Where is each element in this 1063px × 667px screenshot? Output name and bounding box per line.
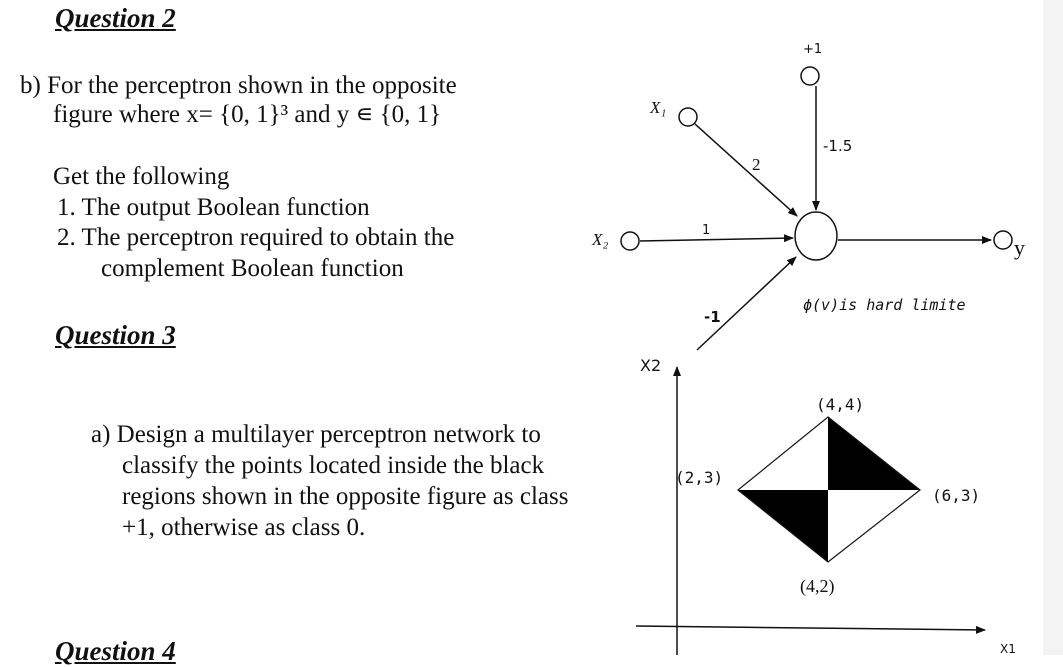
q2b-line-2: figure where x= {0, 1}³ and y ∊ {0, 1} bbox=[53, 101, 442, 128]
q2b-item-2-cont: complement Boolean function bbox=[101, 255, 404, 282]
point-right-label: (6,3) bbox=[932, 486, 981, 505]
bias-label: +1 bbox=[803, 42, 823, 57]
x3-edge bbox=[697, 257, 796, 350]
q2b-intro: Get the following bbox=[53, 163, 230, 190]
y-axis-label: X2 bbox=[640, 356, 662, 375]
neuron-node bbox=[795, 212, 837, 260]
q2b-item-1: 1. The output Boolean function bbox=[57, 194, 370, 221]
q3a-line-2: classify the points located inside the black bbox=[122, 452, 545, 479]
point-bottom-label: (4,2) bbox=[800, 576, 835, 596]
point-top-label: (4,4) bbox=[816, 395, 865, 414]
weight-bias-label: -1.5 bbox=[823, 137, 853, 155]
input-x2-label: X₂ bbox=[592, 230, 609, 249]
q3a-line-4: +1, otherwise as class 0. bbox=[122, 514, 366, 541]
x-axis bbox=[636, 626, 985, 630]
output-node bbox=[994, 231, 1012, 249]
x-axis-label: X1 bbox=[1000, 642, 1016, 656]
q3a-line-3: regions shown in the opposite figure as class bbox=[122, 483, 569, 510]
weight-x3-label: -1 bbox=[704, 308, 721, 326]
question-3-heading: Question 3 bbox=[55, 320, 176, 350]
q2b-item-2: 2. The perceptron required to obtain the bbox=[57, 224, 455, 251]
q3a-line-1: a) Design a multilayer perceptron network to bbox=[91, 421, 541, 448]
input-x1-node bbox=[679, 108, 697, 126]
weight-x1-label: 2 bbox=[752, 155, 761, 174]
question-2-heading: Question 2 bbox=[55, 3, 176, 33]
x1-edge bbox=[695, 124, 797, 216]
region-diagram bbox=[636, 367, 985, 655]
x2-edge bbox=[640, 238, 793, 241]
activation-note: ϕ(v)is hard limite bbox=[803, 296, 966, 314]
weight-x2-label: 1 bbox=[702, 223, 711, 238]
input-x2-node bbox=[621, 232, 639, 250]
point-left-label: (2,3) bbox=[675, 468, 724, 487]
output-y-label: y bbox=[1014, 235, 1025, 260]
bias-node bbox=[801, 67, 819, 85]
q2b-line-1: b) For the perceptron shown in the opposite bbox=[20, 72, 457, 99]
question-4-heading: Question 4 bbox=[55, 636, 176, 666]
input-x1-label: X₁ bbox=[650, 98, 667, 117]
